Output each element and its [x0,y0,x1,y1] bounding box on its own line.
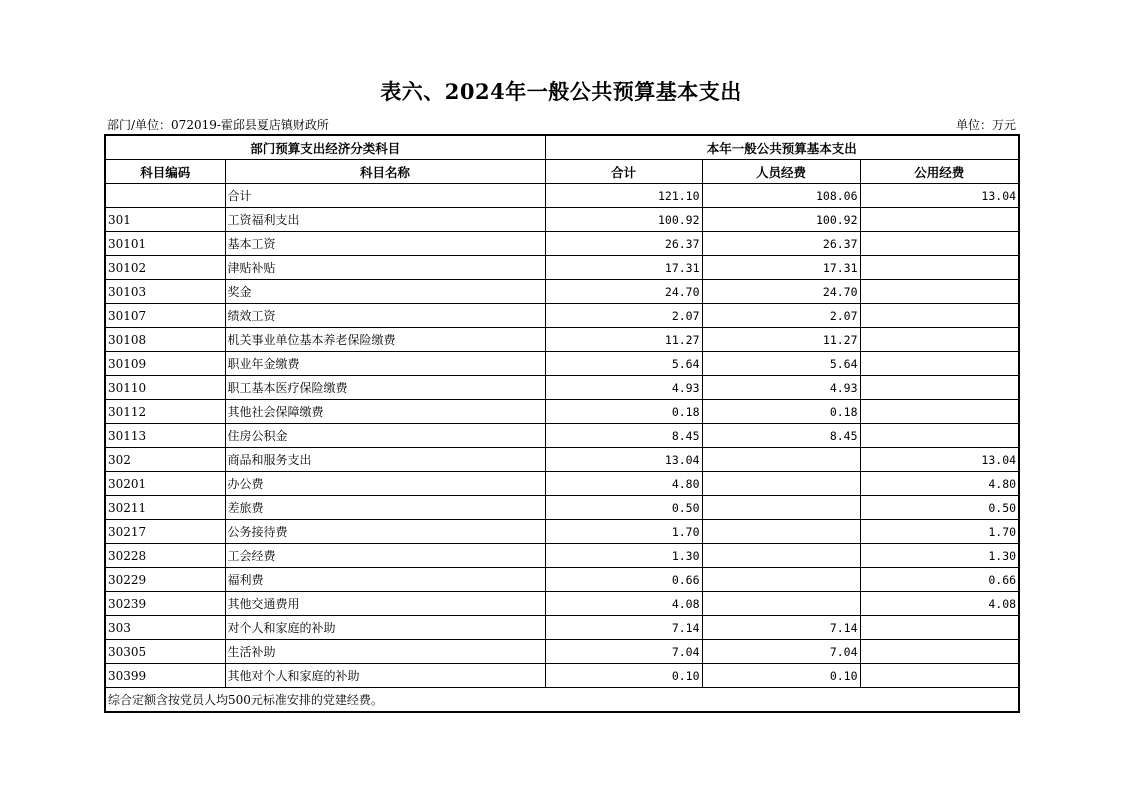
personnel-expense-cell: 4.93 [702,376,860,400]
personnel-expense-cell: 108.06 [702,184,860,208]
total-cell: 8.45 [545,424,702,448]
unit-label: 单位：万元 [955,118,1016,132]
table-row [105,232,1019,256]
public-expense-cell: 0.66 [860,568,1019,592]
total-cell: 13.04 [545,448,702,472]
total-cell: 11.27 [545,328,702,352]
subject-code-cell: 30101 [105,232,225,256]
public-expense-cell [860,640,1019,664]
header-personnel-expense: 人员经费 [702,160,860,184]
public-expense-cell [860,376,1019,400]
total-cell: 1.70 [545,520,702,544]
subject-name-cell: 合计 [225,184,545,208]
total-cell: 0.18 [545,400,702,424]
subject-name-cell: 办公费 [225,472,545,496]
total-cell: 7.14 [545,616,702,640]
personnel-expense-cell: 0.10 [702,664,860,688]
subject-code-cell: 302 [105,448,225,472]
subject-name-cell: 工资福利支出 [225,208,545,232]
subject-code-cell: 30305 [105,640,225,664]
subject-code-cell: 30211 [105,496,225,520]
personnel-expense-cell [702,472,860,496]
subject-code-cell: 30228 [105,544,225,568]
public-expense-cell: 1.70 [860,520,1019,544]
table-body [105,184,1019,688]
total-cell: 0.10 [545,664,702,688]
subject-name-cell: 其他对个人和家庭的补助 [225,664,545,688]
total-cell: 0.66 [545,568,702,592]
total-cell: 26.37 [545,232,702,256]
public-expense-cell [860,352,1019,376]
personnel-expense-cell [702,592,860,616]
public-expense-cell [860,328,1019,352]
table-row [105,592,1019,616]
personnel-expense-cell: 11.27 [702,328,860,352]
subject-name-cell: 奖金 [225,280,545,304]
subject-code-cell: 30102 [105,256,225,280]
subject-name-cell: 其他社会保障缴费 [225,400,545,424]
total-cell: 2.07 [545,304,702,328]
header-total: 合计 [545,160,702,184]
subject-name-cell: 职业年金缴费 [225,352,545,376]
personnel-expense-cell [702,496,860,520]
personnel-expense-cell [702,544,860,568]
subject-name-cell: 基本工资 [225,232,545,256]
subject-name-cell: 生活补助 [225,640,545,664]
total-cell: 24.70 [545,280,702,304]
public-expense-cell [860,400,1019,424]
subject-code-cell [105,184,225,208]
public-expense-cell [860,208,1019,232]
public-expense-cell [860,256,1019,280]
subject-code-cell: 30109 [105,352,225,376]
subject-name-cell: 绩效工资 [225,304,545,328]
public-expense-cell [860,664,1019,688]
public-expense-cell [860,280,1019,304]
header-subject-name: 科目名称 [225,160,545,184]
total-cell: 4.08 [545,592,702,616]
total-cell: 0.50 [545,496,702,520]
public-expense-cell: 13.04 [860,184,1019,208]
personnel-expense-cell: 2.07 [702,304,860,328]
personnel-expense-cell [702,448,860,472]
header-group-row [105,135,1019,160]
subject-code-cell: 301 [105,208,225,232]
subject-code-cell: 30103 [105,280,225,304]
public-expense-cell: 4.08 [860,592,1019,616]
total-cell: 17.31 [545,256,702,280]
personnel-expense-cell: 26.37 [702,232,860,256]
subject-code-cell: 30107 [105,304,225,328]
table-row [105,616,1019,640]
subject-code-cell: 30112 [105,400,225,424]
total-cell: 5.64 [545,352,702,376]
public-expense-cell [860,232,1019,256]
total-cell: 100.92 [545,208,702,232]
table-row [105,304,1019,328]
personnel-expense-cell: 5.64 [702,352,860,376]
total-cell: 4.93 [545,376,702,400]
subject-code-cell: 30239 [105,592,225,616]
subject-name-cell: 公务接待费 [225,520,545,544]
table-row [105,328,1019,352]
table-row [105,256,1019,280]
table-row [105,280,1019,304]
table-row [105,424,1019,448]
budget-table [104,134,1020,713]
public-expense-cell: 4.80 [860,472,1019,496]
header-column-row [105,160,1019,184]
subject-code-cell: 30229 [105,568,225,592]
personnel-expense-cell: 17.31 [702,256,860,280]
public-expense-cell [860,424,1019,448]
subject-code-cell: 30201 [105,472,225,496]
table-row [105,448,1019,472]
table-row [105,208,1019,232]
personnel-expense-cell [702,568,860,592]
personnel-expense-cell: 0.18 [702,400,860,424]
public-expense-cell [860,304,1019,328]
personnel-expense-cell: 7.04 [702,640,860,664]
subject-name-cell: 商品和服务支出 [225,448,545,472]
total-cell: 1.30 [545,544,702,568]
subject-name-cell: 对个人和家庭的补助 [225,616,545,640]
table-row [105,472,1019,496]
header-subject-code: 科目编码 [105,160,225,184]
subject-code-cell: 30110 [105,376,225,400]
public-expense-cell: 1.30 [860,544,1019,568]
subject-name-cell: 其他交通费用 [225,592,545,616]
table-row [105,376,1019,400]
header-economic-classification: 部门预算支出经济分类科目 [105,135,545,160]
table-row [105,184,1019,208]
subject-name-cell: 职工基本医疗保险缴费 [225,376,545,400]
personnel-expense-cell: 8.45 [702,424,860,448]
total-cell: 7.04 [545,640,702,664]
department-label: 部门/单位：072019-霍邱县夏店镇财政所 [107,118,329,132]
subject-name-cell: 福利费 [225,568,545,592]
table-row [105,400,1019,424]
personnel-expense-cell: 7.14 [702,616,860,640]
subject-name-cell: 机关事业单位基本养老保险缴费 [225,328,545,352]
subject-code-cell: 30113 [105,424,225,448]
table-row [105,352,1019,376]
personnel-expense-cell [702,520,860,544]
subject-name-cell: 工会经费 [225,544,545,568]
subject-name-cell: 住房公积金 [225,424,545,448]
subject-code-cell: 303 [105,616,225,640]
table-row [105,520,1019,544]
subject-code-cell: 30108 [105,328,225,352]
footnote-row [105,688,1019,713]
personnel-expense-cell: 100.92 [702,208,860,232]
subject-code-cell: 30217 [105,520,225,544]
table-row [105,640,1019,664]
header-basic-expenditure: 本年一般公共预算基本支出 [545,135,1019,160]
subject-name-cell: 差旅费 [225,496,545,520]
public-expense-cell [860,616,1019,640]
total-cell: 4.80 [545,472,702,496]
table-row [105,544,1019,568]
public-expense-cell: 0.50 [860,496,1019,520]
total-cell: 121.10 [545,184,702,208]
table-row [105,496,1019,520]
page-title: 表六、2024年一般公共预算基本支出 [380,79,742,104]
public-expense-cell: 13.04 [860,448,1019,472]
table-row [105,568,1019,592]
subject-code-cell: 30399 [105,664,225,688]
subject-name-cell: 津贴补贴 [225,256,545,280]
personnel-expense-cell: 24.70 [702,280,860,304]
footnote: 综合定额含按党员人均500元标准安排的党建经费。 [105,688,1019,713]
header-public-expense: 公用经费 [860,160,1019,184]
table-row [105,664,1019,688]
